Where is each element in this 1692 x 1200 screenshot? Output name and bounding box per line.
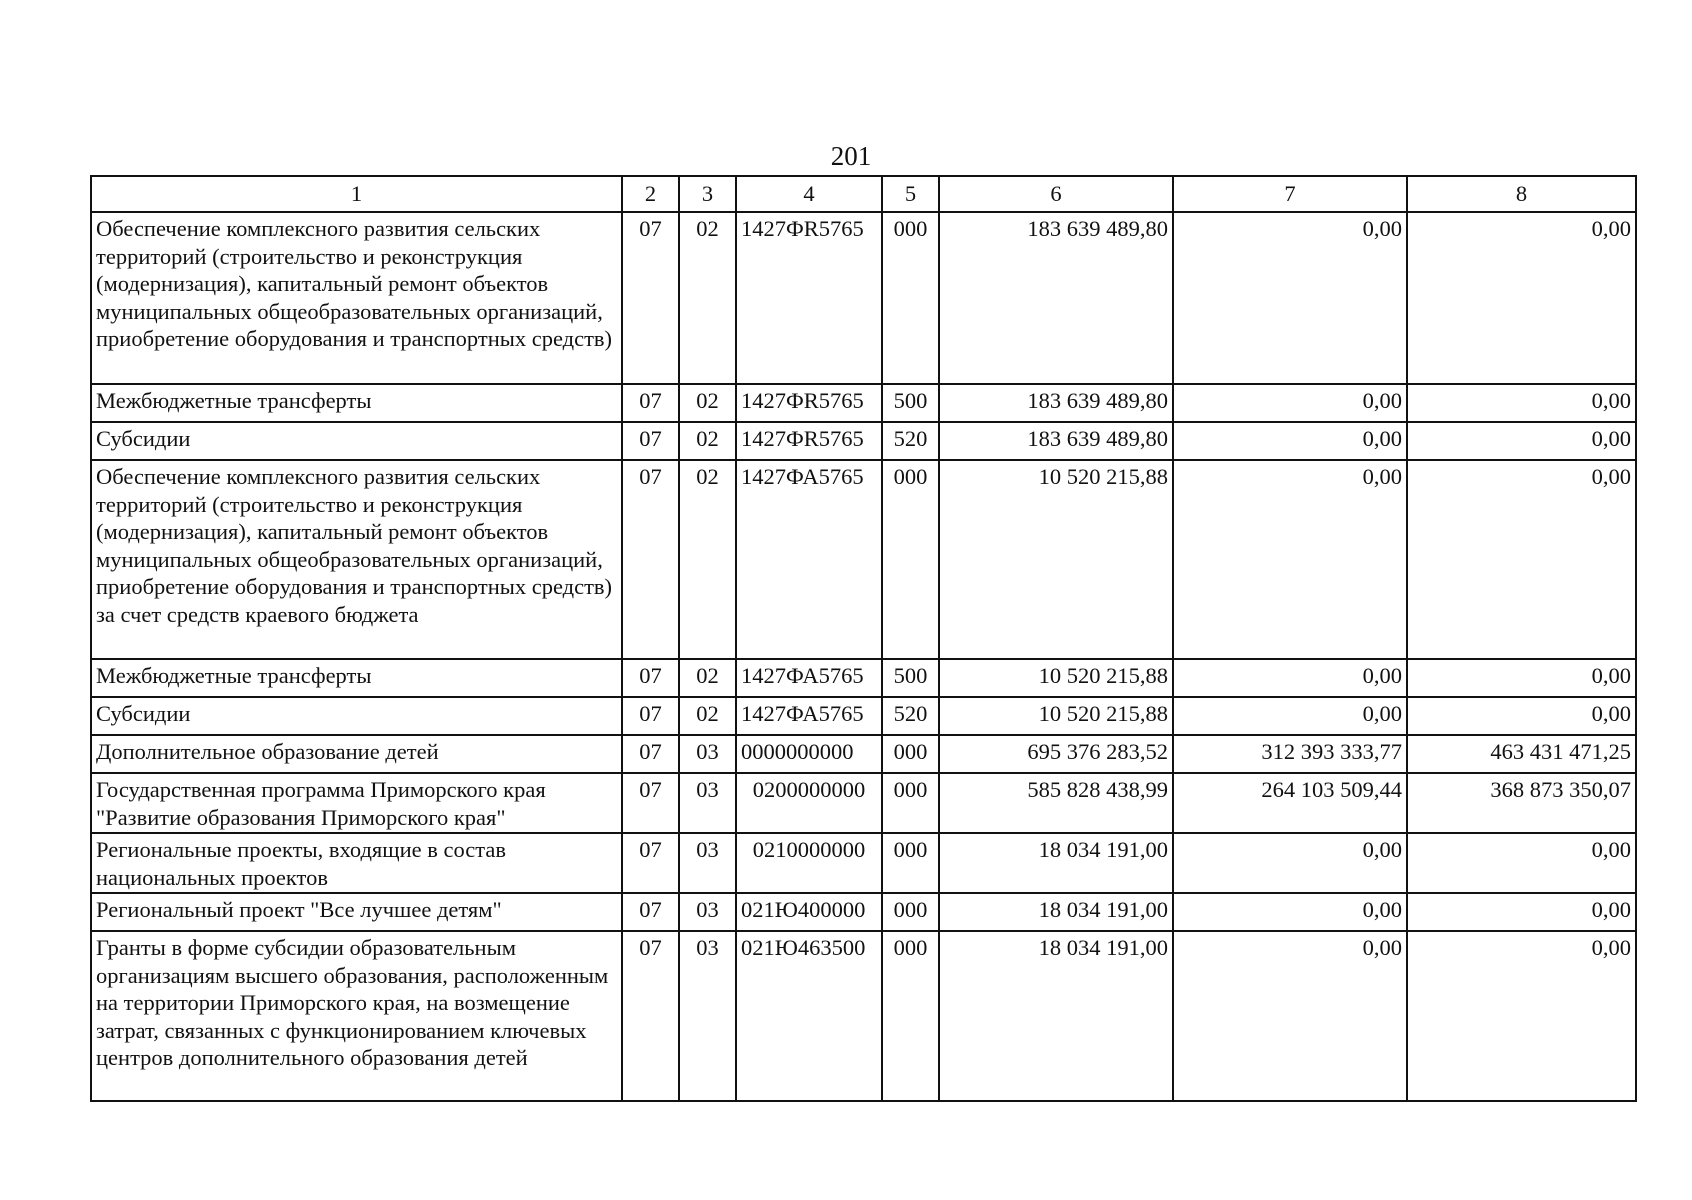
column-header: 8	[1407, 176, 1636, 212]
row-value-3: 0,00	[1407, 212, 1636, 384]
row-value-2: 0,00	[1173, 931, 1407, 1101]
row-expense-type: 000	[882, 460, 939, 659]
row-value-2: 0,00	[1173, 460, 1407, 659]
row-expense-type: 500	[882, 384, 939, 422]
row-subsection: 03	[679, 833, 736, 893]
row-expense-type: 000	[882, 735, 939, 773]
row-name: Межбюджетные трансферты	[91, 384, 622, 422]
row-name: Гранты в форме субсидии образовательным организациям высшего образования, расположенным на территории Приморского края, на возмещение затрат, связанных с функционированием ключевых центров дополнительного образования детей	[91, 931, 622, 1101]
row-section: 07	[622, 833, 679, 893]
row-target-article: 021Ю400000	[736, 893, 882, 931]
row-section: 07	[622, 931, 679, 1101]
header-row	[91, 176, 1636, 212]
row-value-3: 368 873 350,07	[1407, 773, 1636, 833]
row-value-2: 0,00	[1173, 893, 1407, 931]
row-section: 07	[622, 460, 679, 659]
row-value-1: 10 520 215,88	[939, 460, 1173, 659]
page-number: 201	[830, 141, 872, 171]
row-value-1: 183 639 489,80	[939, 212, 1173, 384]
row-target-article: 1427ФА5765	[736, 659, 882, 697]
row-value-1: 585 828 438,99	[939, 773, 1173, 833]
row-name: Государственная программа Приморского края "Развитие образования Приморского края"	[91, 773, 622, 833]
row-subsection: 02	[679, 697, 736, 735]
column-header: 4	[736, 176, 882, 212]
row-value-2: 0,00	[1173, 384, 1407, 422]
row-value-1: 183 639 489,80	[939, 384, 1173, 422]
row-value-3: 0,00	[1407, 893, 1636, 931]
row-value-3: 0,00	[1407, 460, 1636, 659]
table-row	[91, 212, 1636, 384]
row-value-1: 10 520 215,88	[939, 697, 1173, 735]
table-row	[91, 384, 1636, 422]
row-target-article: 1427ФR5765	[736, 384, 882, 422]
row-target-article: 0210000000	[736, 833, 882, 893]
row-value-3: 0,00	[1407, 697, 1636, 735]
row-value-1: 18 034 191,00	[939, 931, 1173, 1101]
row-expense-type: 500	[882, 659, 939, 697]
column-header: 2	[622, 176, 679, 212]
row-name: Обеспечение комплексного развития сельских территорий (строительство и реконструкция (модернизация), капитальный ремонт объектов муниципальных общеобразовательных организаций, приобретение оборудования и транспортных средств) за счет средств краевого бюджета	[91, 460, 622, 659]
row-value-1: 10 520 215,88	[939, 659, 1173, 697]
column-header: 3	[679, 176, 736, 212]
row-target-article: 1427ФА5765	[736, 460, 882, 659]
row-value-1: 18 034 191,00	[939, 893, 1173, 931]
row-subsection: 02	[679, 422, 736, 460]
row-subsection: 02	[679, 659, 736, 697]
column-header: 1	[91, 176, 622, 212]
column-header: 7	[1173, 176, 1407, 212]
row-value-2: 0,00	[1173, 422, 1407, 460]
row-value-1: 183 639 489,80	[939, 422, 1173, 460]
row-subsection: 02	[679, 460, 736, 659]
table-row	[91, 460, 1636, 659]
table-row	[91, 659, 1636, 697]
row-value-3: 0,00	[1407, 422, 1636, 460]
table-row	[91, 833, 1636, 893]
budget-table	[90, 175, 1637, 1102]
row-name: Региональные проекты, входящие в состав национальных проектов	[91, 833, 622, 893]
row-expense-type: 000	[882, 893, 939, 931]
row-value-3: 0,00	[1407, 384, 1636, 422]
row-subsection: 03	[679, 735, 736, 773]
row-target-article: 0200000000	[736, 773, 882, 833]
row-value-3: 0,00	[1407, 659, 1636, 697]
row-value-2: 0,00	[1173, 833, 1407, 893]
row-section: 07	[622, 893, 679, 931]
row-name: Обеспечение комплексного развития сельских территорий (строительство и реконструкция (модернизация), капитальный ремонт объектов муниципальных общеобразовательных организаций, приобретение оборудования и транспортных средств)	[91, 212, 622, 384]
table-row	[91, 735, 1636, 773]
table-row	[91, 931, 1636, 1101]
row-target-article: 1427ФА5765	[736, 697, 882, 735]
row-value-2: 264 103 509,44	[1173, 773, 1407, 833]
row-value-1: 18 034 191,00	[939, 833, 1173, 893]
row-expense-type: 520	[882, 697, 939, 735]
column-header: 5	[882, 176, 939, 212]
row-target-article: 021Ю463500	[736, 931, 882, 1101]
table-row	[91, 773, 1636, 833]
row-subsection: 02	[679, 212, 736, 384]
row-name: Субсидии	[91, 422, 622, 460]
row-value-2: 0,00	[1173, 697, 1407, 735]
row-name: Субсидии	[91, 697, 622, 735]
row-section: 07	[622, 697, 679, 735]
row-target-article: 1427ФR5765	[736, 422, 882, 460]
row-section: 07	[622, 773, 679, 833]
row-expense-type: 000	[882, 773, 939, 833]
column-header: 6	[939, 176, 1173, 212]
row-value-2: 0,00	[1173, 212, 1407, 384]
row-value-3: 463 431 471,25	[1407, 735, 1636, 773]
row-subsection: 02	[679, 384, 736, 422]
table-row	[91, 697, 1636, 735]
row-name: Межбюджетные трансферты	[91, 659, 622, 697]
row-value-3: 0,00	[1407, 931, 1636, 1101]
row-value-2: 312 393 333,77	[1173, 735, 1407, 773]
row-expense-type: 000	[882, 212, 939, 384]
row-target-article: 0000000000	[736, 735, 882, 773]
row-section: 07	[622, 212, 679, 384]
row-name: Дополнительное образование детей	[91, 735, 622, 773]
row-expense-type: 520	[882, 422, 939, 460]
row-subsection: 03	[679, 773, 736, 833]
row-expense-type: 000	[882, 931, 939, 1101]
row-subsection: 03	[679, 931, 736, 1101]
row-subsection: 03	[679, 893, 736, 931]
row-value-1: 695 376 283,52	[939, 735, 1173, 773]
row-value-3: 0,00	[1407, 833, 1636, 893]
table-row	[91, 422, 1636, 460]
table-row	[91, 893, 1636, 931]
row-expense-type: 000	[882, 833, 939, 893]
row-section: 07	[622, 422, 679, 460]
row-section: 07	[622, 735, 679, 773]
row-section: 07	[622, 659, 679, 697]
row-target-article: 1427ФR5765	[736, 212, 882, 384]
row-value-2: 0,00	[1173, 659, 1407, 697]
row-section: 07	[622, 384, 679, 422]
row-name: Региональный проект "Все лучшее детям"	[91, 893, 622, 931]
